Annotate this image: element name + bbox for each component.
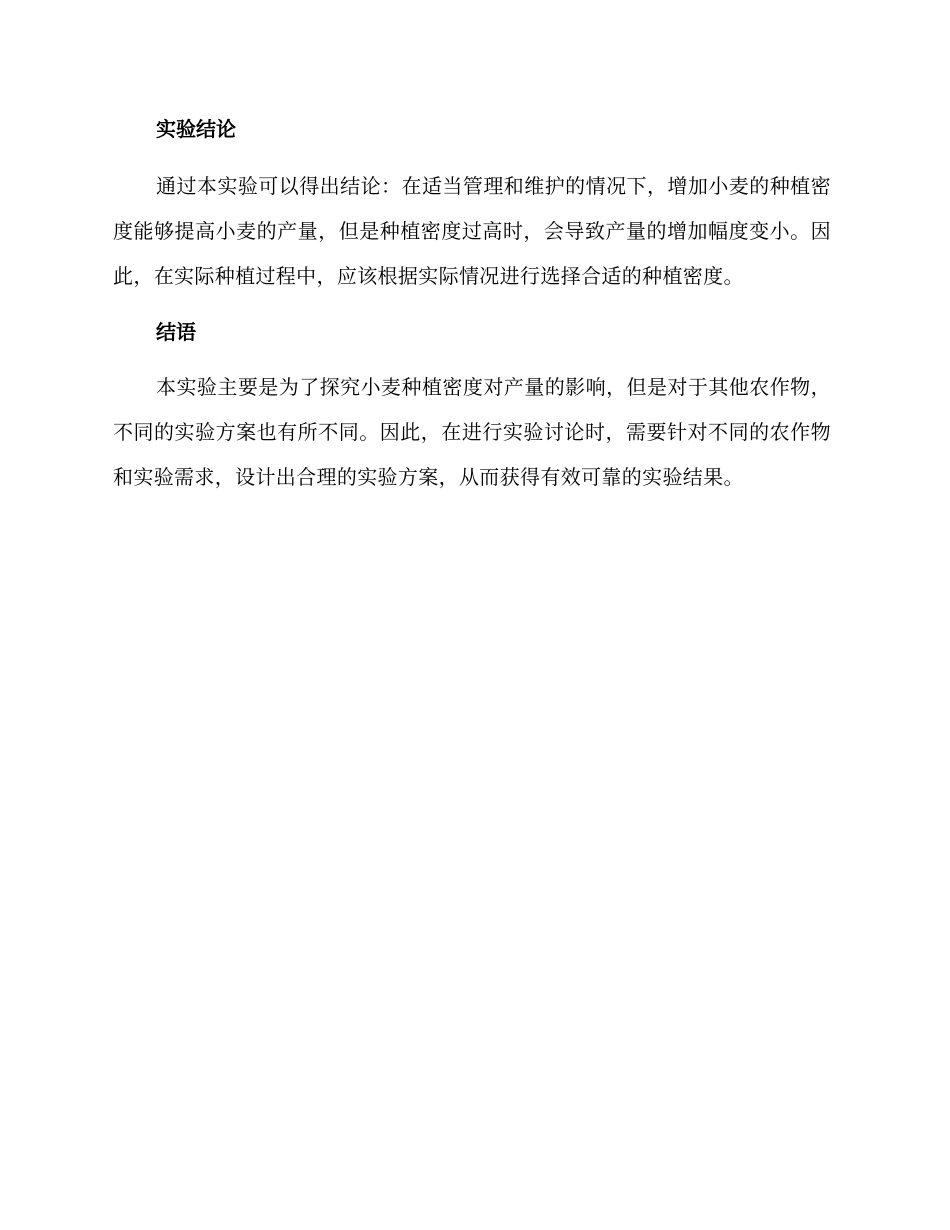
section-heading-closing: 结语 bbox=[156, 320, 196, 344]
section-heading-conclusion: 实验结论 bbox=[156, 117, 236, 141]
section-body-closing: 本实验主要是为了探究小麦种植密度对产量的影响，但是对于其他农作物，不同的实验方案也有所不同。因此，在进行实验讨论时，需要针对不同的农作物和实验需求，设计出合理的实验方案，从而获得有效可靠的实验结果。 bbox=[113, 375, 831, 489]
document-content bbox=[113, 112, 831, 500]
section-body-conclusion: 通过本实验可以得出结论：在适当管理和维护的情况下，增加小麦的种植密度能够提高小麦的产量，但是种植密度过高时，会导致产量的增加幅度变小。因此，在实际种植过程中，应该根据实际情况进行选择合适的种植密度。 bbox=[113, 174, 831, 288]
